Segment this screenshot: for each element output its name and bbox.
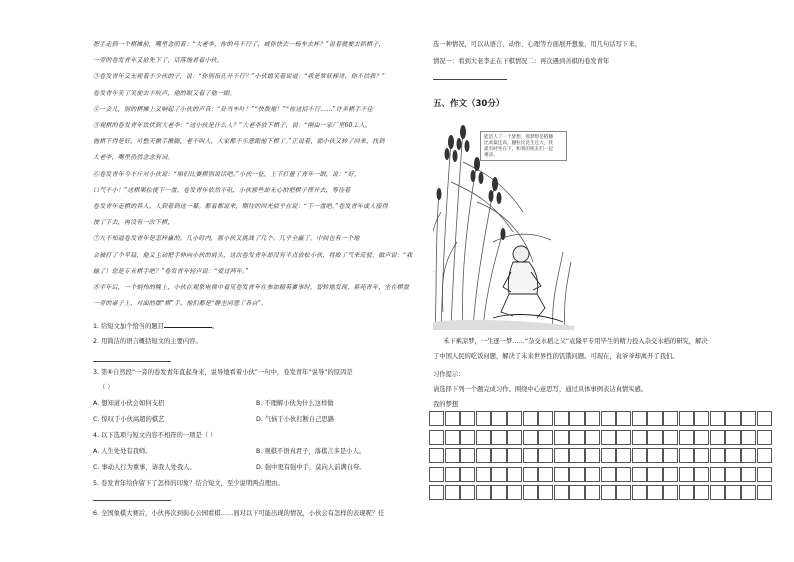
grid-cell[interactable] [429,430,444,445]
grid-cell[interactable] [445,411,460,426]
grid-cell[interactable] [491,485,506,500]
question-6: 6. 全国象棋大赛后，小伙再次到街心公园看棋……面对以下可能出现的情况，小伙会有怎样的表现呢？任 [93,510,385,517]
grid-cell[interactable] [554,467,569,482]
grid-cell[interactable] [679,467,694,482]
grid-cell[interactable] [710,448,725,463]
essay-intro-line-1: 禾下乘凉梦，一生逐一梦……“杂交水稻之父”袁隆平专用毕生的精力投入杂交水稻的研究，解决 [443,338,708,345]
grid-cell[interactable] [491,467,506,482]
grid-cell[interactable] [460,467,475,482]
grid-cell[interactable] [507,467,522,482]
grid-cell[interactable] [569,467,584,482]
passage-line: ⑦九不知道卷发青年是怎样赢的。几小时内，那小伙又挑战了几个。几乎全赢了，中间也有一个地 [93,235,360,243]
grid-cell[interactable] [523,467,538,482]
caption-line: 比高粱还高，穗粒比花生还大，我 [484,141,553,146]
section-title: 五、作文（30分） [433,99,505,109]
grid-cell[interactable] [710,467,725,482]
grid-cell[interactable] [663,448,678,463]
grid-cell[interactable] [741,411,756,426]
grid-cell[interactable] [460,448,475,463]
caption-line: 就有时坐在下，和我的朋友们一起 [484,147,553,152]
essay-tips-label: 习作提示： [433,371,465,378]
grid-cell[interactable] [694,430,709,445]
grid-cell[interactable] [507,430,522,445]
grid-cell[interactable] [569,411,584,426]
grid-cell[interactable] [554,448,569,463]
question-1-end: 。 [211,323,219,330]
grid-cell[interactable] [647,467,662,482]
grid-cell[interactable] [757,448,772,463]
grid-cell[interactable] [538,448,553,463]
grid-cell[interactable] [445,430,460,445]
grid-cell[interactable] [601,485,616,500]
grid-cell[interactable] [601,467,616,482]
grid-cell[interactable] [523,485,538,500]
grid-cell[interactable] [507,411,522,426]
question-6-continuation: 选一种情况，可以从语言、动作、心理等方面展开想象，用几句话写下来。 [433,41,641,48]
grid-cell[interactable] [679,411,694,426]
grid-cell[interactable] [647,448,662,463]
grid-cell[interactable] [632,485,647,500]
grid-cell[interactable] [710,430,725,445]
grid-cell[interactable] [725,448,740,463]
question-3-paren: （ ） [99,384,114,391]
grid-cell[interactable] [538,411,553,426]
grid-cell[interactable] [476,448,491,463]
question-2: 2. 用简洁的语言概括短文的主要内容。 [93,338,202,345]
grid-cell[interactable] [601,430,616,445]
grid-cell[interactable] [632,411,647,426]
grid-cell[interactable] [429,485,444,500]
grid-cell[interactable] [491,448,506,463]
passage-line: 卷发青年笑了笑便去不吭声，他的眼又看了他一眼。 [93,89,236,97]
grid-cell[interactable] [507,485,522,500]
grid-cell[interactable] [585,448,600,463]
passage-line: 会被打了个平局，他又主动把手伸向小伙的肩头，这次卷发青年却没有半点放松小伙，将败了气来反驳，做声说：“我 [93,251,413,259]
question-1-text: 1. 给短文加个恰当的题目 [93,323,164,330]
essay-tips-body: 请选择下列一个题完成习作。围绕中心意思写，通过具体事例表达真情实感。 [433,386,648,393]
option-4d[interactable]: D. 强中更有强中手，莫向人前满自夸。 [256,464,366,471]
grid-cell[interactable] [757,411,772,426]
grid-cell[interactable] [694,448,709,463]
grid-cell[interactable] [679,430,694,445]
question-4: 4. 以下选项与短文内容不相符的一项是（ ） [93,432,217,439]
grid-cell[interactable] [569,430,584,445]
grid-cell[interactable] [445,485,460,500]
grid-cell[interactable] [679,448,694,463]
grid-cell[interactable] [429,448,444,463]
question-5: 5. 卷发青年给你留下了怎样的印象？结合短文，至少说明两点理由。 [93,480,284,487]
option-3c[interactable]: C. 惊叹于小伙高超的棋艺 [93,416,165,423]
grid-cell[interactable] [585,411,600,426]
grid-cell[interactable] [694,411,709,426]
essay-intro-line-2: 了中国人民的吃饭问题，解决了未来世界性的饥饿问题。可现在，袁爷爷却离开了我们。 [433,353,679,360]
grid-cell[interactable] [663,411,678,426]
grid-cell[interactable] [460,485,475,500]
passage-line: 卷发青年走棋的其人。人到着到这一幕。都看都说来，期待的回光似乎在说：“下一盘吧。”卷发青年或人接得 [93,203,388,210]
grid-cell[interactable] [569,448,584,463]
grid-cell[interactable] [663,485,678,500]
grid-cell[interactable] [507,448,522,463]
grid-cell[interactable] [460,411,475,426]
answer-line[interactable] [433,79,507,80]
passage-line: 口气不小！”这棋果拉使下一盘。卷发青年依然不吭，小伙那些却无心拍把棋子摔开去，等待着 [93,186,351,194]
grid-cell[interactable] [741,430,756,445]
passage-line: ③卷发青年又无视着不少伙的子，说：“你别指孔开不行？”小伙嬉笑着说道：“我是常妖棒哥，你不信我？” [93,73,386,81]
answer-line[interactable] [93,361,171,362]
question-1 [93,321,218,331]
grid-cell[interactable] [601,448,616,463]
grid-cell[interactable] [523,430,538,445]
passage-line: 大老李，嘴里仍然念念有词。 [93,154,174,162]
option-4b[interactable]: B. 观棋不语真君子，落棋言多是小人。 [256,448,366,455]
grid-cell[interactable] [757,430,772,445]
grid-cell[interactable] [725,411,740,426]
grid-cell[interactable] [632,448,647,463]
illustration-caption [480,131,567,161]
grid-cell[interactable] [460,430,475,445]
grid-cell[interactable] [725,485,740,500]
grid-cell[interactable] [632,430,647,445]
grid-cell[interactable] [476,467,491,482]
option-4a[interactable]: A. 人生处处有我师。 [93,448,152,455]
grid-cell[interactable] [616,485,631,500]
grid-cell[interactable] [445,467,460,482]
grid-cell[interactable] [725,467,740,482]
grid-cell[interactable] [710,411,725,426]
grid-cell[interactable] [616,448,631,463]
grid-cell[interactable] [476,485,491,500]
caption-line: 能活人了一个梦想，那梦想是稻穗 [484,135,553,140]
answer-line[interactable] [93,500,171,501]
grid-cell[interactable] [538,467,553,482]
question-6-situations: 情况一：看到大老李正在下棋情况二：再次遇到善棋的卷发青年 [433,58,610,65]
grid-cell[interactable] [554,430,569,445]
grid-cell[interactable] [694,467,709,482]
grid-cell[interactable] [647,430,662,445]
grid-cell[interactable] [757,485,772,500]
grid-cell[interactable] [647,411,662,426]
grid-cell[interactable] [554,485,569,500]
option-4c[interactable]: C. 事动人行为重事，请我人处我人。 [93,464,196,471]
essay-title: 我的梦想 [433,401,459,408]
grid-cell[interactable] [585,430,600,445]
grid-cell[interactable] [429,467,444,482]
grid-cell[interactable] [476,411,491,426]
grid-cell[interactable] [741,485,756,500]
grid-cell[interactable] [491,430,506,445]
grid-cell[interactable] [647,485,662,500]
passage-line: 把手走到一个棋摊前，嘴里念叨着：“大老李，你的马不行了，咸你快去一杨车去杯？”说着就要去抓棋子， [93,41,385,48]
grid-cell[interactable] [538,430,553,445]
grid-cell[interactable] [538,485,553,500]
grid-cell[interactable] [632,467,647,482]
grid-cell[interactable] [694,485,709,500]
grid-cell[interactable] [523,411,538,426]
passage-line: 一旁的桌子上，对面的摆“棋”手，他们都是“静坐同意了各自”， [93,300,268,308]
passage-line: 一旁的卷发青年又抢先下了，话落地者看小伙。 [93,57,224,65]
grid-cell[interactable] [445,448,460,463]
grid-cell[interactable] [741,448,756,463]
answer-blank[interactable] [164,321,212,328]
grid-cell[interactable] [663,467,678,482]
passage-line: 按了下去，再没有一次下棋， [93,219,174,227]
grid-cell[interactable] [585,467,600,482]
option-3a[interactable]: A. 想知道小伙会如何支招 [93,400,165,407]
option-3d[interactable]: D. 气恼于小伙打断自己思路 [256,416,335,423]
passage-line: ④一会儿，别的棋摊上又响起了小伙的声音：“卦当车叶！”“快拨炮！”“你这招不行……”许多棋手不住 [93,105,374,113]
option-3b[interactable]: B. 不理解小伙为什么这样做 [256,400,334,407]
grid-cell[interactable] [554,411,569,426]
passage-line: 他棋下得是好，可整天揪手揪脚，老不叫人，大家都不乐意跟他下棋了。”正说着，那小伙又转了回来，找到 [93,138,385,146]
grid-cell[interactable] [741,467,756,482]
grid-cell[interactable] [757,467,772,482]
grid-cell[interactable] [585,485,600,500]
grid-cell[interactable] [663,430,678,445]
grid-cell[interactable] [429,411,444,426]
passage-line: ⑧半年后，一个炳热的晚上，小伙在观象电视中看见卷发青年在参加精英赛事时，智转地发现，蔡苑青年，坐在棋盘 [93,284,410,291]
grid-cell[interactable] [569,485,584,500]
passage-line: ⑥卷发青年今不斤对小伙说：“咱们比赛棋别说话吧。”小伙一怔，上下打量了青年一眼，说：“好， [93,170,361,178]
grid-cell[interactable] [679,485,694,500]
grid-cell[interactable] [616,467,631,482]
grid-cell[interactable] [491,411,506,426]
caption-line: 乘凉。 [484,153,498,158]
question-3: 3. 第⑥自然段“一旁的卷发青年直起身来，说导地看着小伙”一句中，卷发青年“说导”的原因是 [93,369,353,376]
passage-line: ⑤观棋的卷发青年饮伏到大老李：“这小伙是什么人？”大老李放下棋子，说：“刚由一家厂里60工人， [93,122,372,129]
passage-line: 输了！您是专业棋手吧？”卷发青年轻声说：“爱过两年。” [93,267,249,275]
grid-cell[interactable] [523,448,538,463]
grid-cell[interactable] [616,430,631,445]
grid-cell[interactable] [616,411,631,426]
grid-cell[interactable] [710,485,725,500]
grid-cell[interactable] [601,411,616,426]
grid-cell[interactable] [725,430,740,445]
grid-cell[interactable] [476,430,491,445]
